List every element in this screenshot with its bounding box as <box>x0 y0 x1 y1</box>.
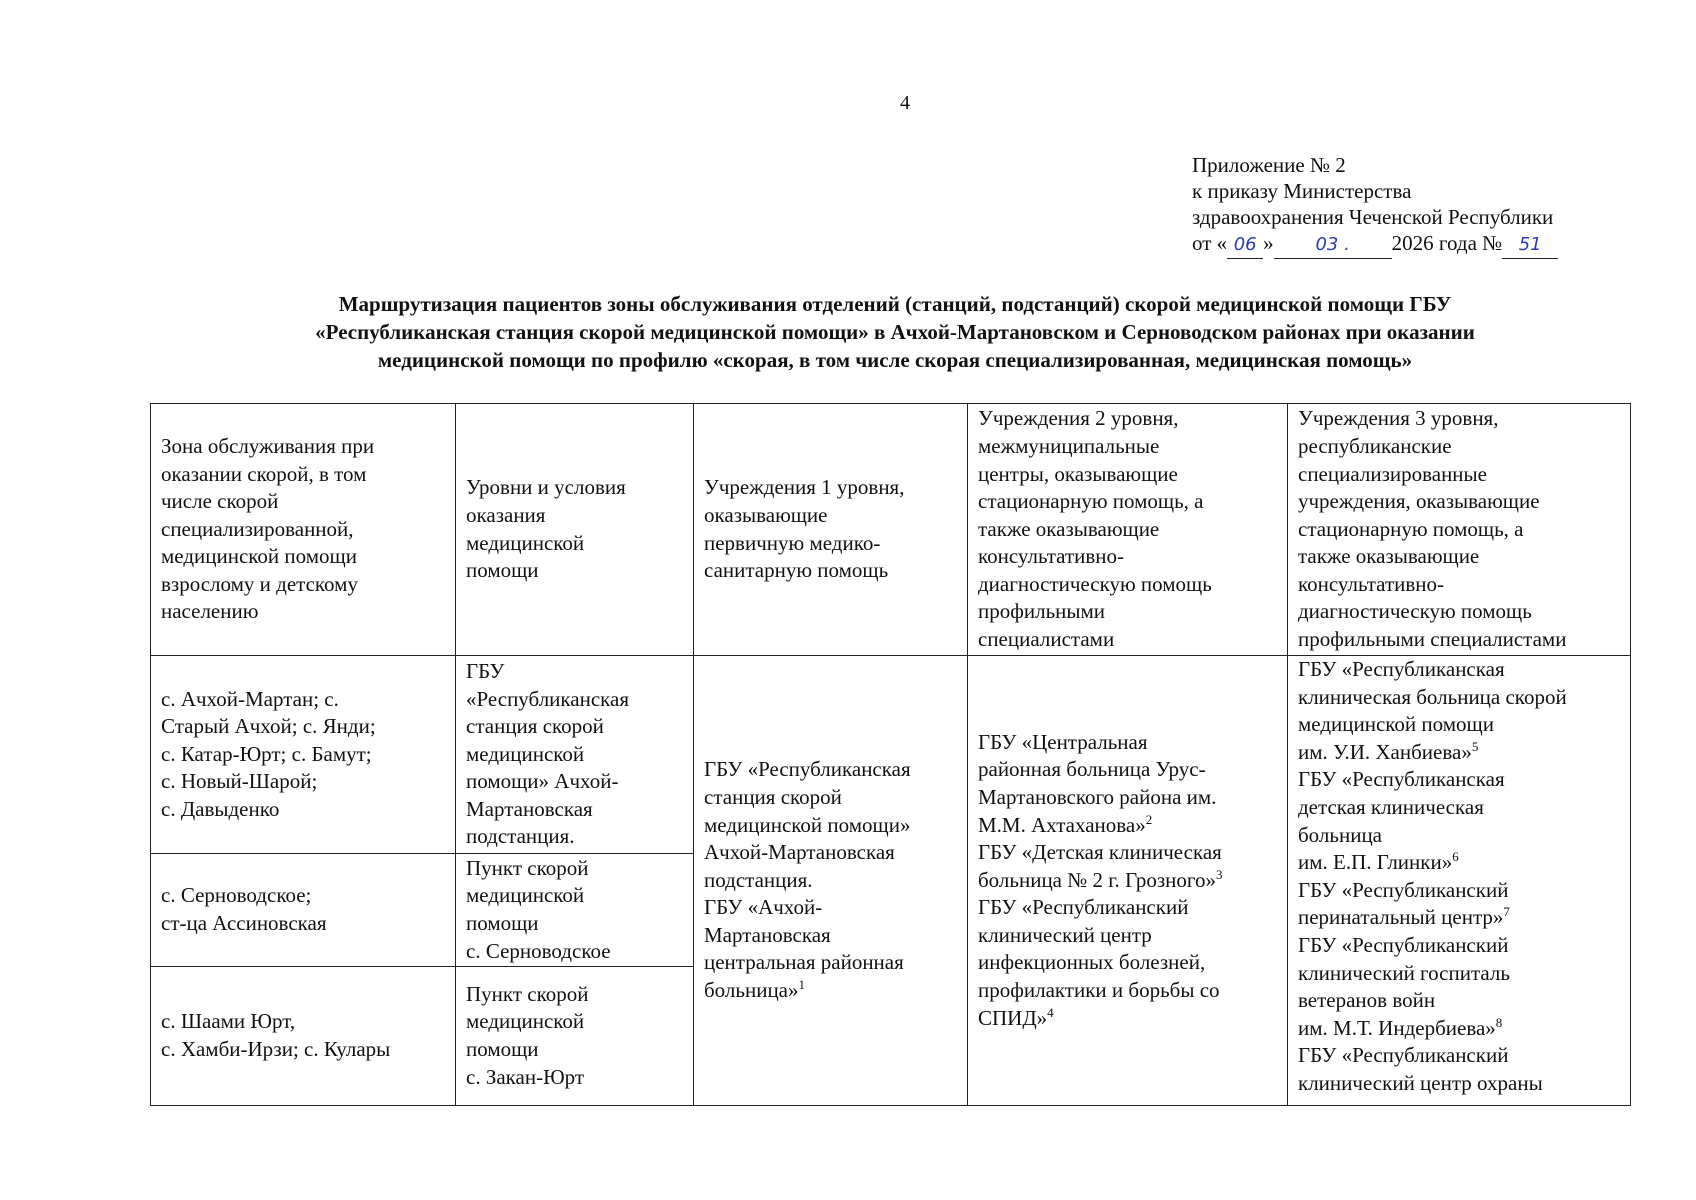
cell-text-line: профильными специалистами <box>1298 627 1567 652</box>
cell-text-line: клинический центр охраны <box>1298 1070 1543 1095</box>
level-cell <box>456 967 694 1106</box>
cell-text-line: медицинской <box>466 530 585 555</box>
cell-text-line: оказывающие <box>704 502 828 527</box>
cell-text-line: с. Закан-Юрт <box>466 1064 585 1089</box>
date-month: 03 . <box>1274 232 1392 259</box>
cell-text-line: центральная районная <box>704 950 904 975</box>
cell-text-line: консультативно- <box>1298 571 1445 596</box>
date-separator: » <box>1263 231 1274 255</box>
cell-text-line: станция скорой <box>466 714 604 739</box>
cell-text-line: медицинской помощи» <box>704 812 911 837</box>
cell-text-line: СПИД»$^4$ <box>978 1004 1054 1030</box>
title-line: медицинской помощи по профилю «скорая, в том числе скорая специализированная, медицинская помощь» <box>377 348 1413 372</box>
cell-text-line: ГБУ «Республиканский <box>978 895 1189 920</box>
cell-text-line: профильными <box>978 599 1106 624</box>
cell-text-line: Пункт скорой <box>466 855 589 880</box>
cell-text-line: населению <box>161 599 259 624</box>
title-line: Маршрутизация пациентов зоны обслуживания отделений (станций, подстанций) скорой медицинской помощи ГБУ <box>338 292 1452 316</box>
cell-text-line: оказании скорой, в том <box>161 461 367 486</box>
cell-text-line: с. Серноводское; <box>161 883 312 908</box>
appendix-date-line <box>1192 230 1558 259</box>
date-day: 06 <box>1227 232 1263 259</box>
cell-text-line: больница <box>1298 822 1382 847</box>
cell-text-line: медицинской <box>466 741 585 766</box>
cell-text-line: межмуниципальные <box>978 433 1160 458</box>
cell-text-line: подстанция. <box>704 867 813 892</box>
cell-text-line: «Республиканская <box>466 686 630 711</box>
cell-text-line: помощи <box>466 1037 539 1061</box>
cell-text-line: стационарную помощь, а <box>978 489 1204 514</box>
cell-text-line: числе скорой <box>161 489 279 514</box>
appendix-block <box>1192 152 1558 259</box>
cell-text-line: им. М.Т. Индербиева»$^8$ <box>1298 1014 1503 1040</box>
cell-text-line: также оказывающие <box>1298 544 1480 569</box>
zone-cell <box>151 967 456 1106</box>
level1-cell <box>694 656 968 1106</box>
cell-text-line: Зона обслуживания при <box>161 433 375 458</box>
footnote-mark: 3 <box>1215 866 1223 882</box>
cell-text-line: клинический центр <box>978 922 1152 947</box>
cell-text-line: Учреждения 3 уровня, <box>1298 406 1499 431</box>
appendix-title: Приложение № 2 <box>1192 153 1346 177</box>
document-title <box>150 290 1640 374</box>
level3-cell <box>1288 656 1631 1106</box>
cell-text-line: Мартановского района им. <box>978 784 1217 809</box>
cell-text-line: ГБУ «Республиканская <box>1298 657 1505 681</box>
level-cell <box>456 854 694 967</box>
cell-text-line: ГБУ «Республиканская <box>704 757 911 782</box>
cell-text-line: детская клиническая <box>1298 794 1484 819</box>
cell-text-line: с. Серноводское <box>466 938 611 963</box>
cell-text-line: с. Ачхой-Мартан; с. <box>161 686 339 711</box>
cell-text-line: ГБУ «Республиканская <box>1298 767 1505 792</box>
level1-last-line: больница»$^1$ <box>704 977 805 1003</box>
cell-text-line: стационарную помощь, а <box>1298 516 1524 541</box>
footnote-mark: 2 <box>1145 811 1153 827</box>
cell-text-line: оказания <box>466 502 546 527</box>
header-levels <box>456 404 694 656</box>
cell-text-line: взрослому и детскому <box>161 571 358 596</box>
cell-text-line: центры, оказывающие <box>978 461 1178 486</box>
table-header-row <box>151 404 1631 656</box>
cell-text-line: Старый Ачхой; с. Янди; <box>161 714 376 739</box>
cell-text-line: также оказывающие <box>978 516 1160 541</box>
cell-text-line: профилактики и борьбы со <box>978 978 1220 1003</box>
order-number: 51 <box>1502 232 1558 259</box>
cell-text-line: специализированной, <box>161 516 354 541</box>
cell-text-line: республиканские <box>1298 433 1452 458</box>
header-level1 <box>694 404 968 656</box>
header-level3 <box>1288 404 1631 656</box>
cell-text-line: помощи <box>466 558 539 583</box>
cell-text-line: ГБУ <box>466 658 505 683</box>
cell-text-line: Учреждения 1 уровня, <box>704 475 905 500</box>
cell-text-line: ГБУ «Центральная <box>978 729 1148 754</box>
table-row <box>151 656 1631 854</box>
cell-text-line: ст-ца Ассиновская <box>161 911 327 935</box>
level2-cell <box>968 656 1288 1106</box>
cell-text-line: Учреждения 2 уровня, <box>978 406 1179 431</box>
cell-text-line: помощи <box>466 911 539 935</box>
cell-text-line: консультативно- <box>978 544 1125 569</box>
cell-text-line: инфекционных болезней, <box>978 950 1206 975</box>
footnote-mark: 5 <box>1471 738 1479 754</box>
cell-text-line: больница № 2 г. Грозного»$^3$ <box>978 866 1223 892</box>
cell-text-line: с. Катар-Юрт; с. Бамут; <box>161 741 372 766</box>
cell-text-line: клиническая больница скорой <box>1298 684 1567 709</box>
footnote-mark: 6 <box>1452 849 1459 865</box>
level-cell <box>456 656 694 854</box>
date-prefix: от « <box>1192 231 1228 255</box>
cell-text-line: диагностическую помощь <box>978 571 1212 596</box>
cell-text-line: Уровни и условия <box>466 475 626 500</box>
cell-text-line: ГБУ «Республиканский <box>1298 1043 1509 1068</box>
cell-text-line: медицинской помощи <box>1298 712 1494 737</box>
cell-text-line: с. Давыденко <box>161 796 280 821</box>
date-year-text: 2026 года № <box>1391 231 1503 255</box>
cell-text-line: с. Хамби-Ирзи; с. Кулары <box>161 1037 391 1061</box>
cell-text-line: санитарную помощь <box>704 558 889 583</box>
footnote-mark: 7 <box>1503 904 1510 920</box>
cell-text-line: специалистами <box>978 627 1115 652</box>
cell-text-line: ветеранов войн <box>1298 988 1436 1013</box>
cell-text-line: им. У.И. Ханбиева»$^5$ <box>1298 738 1479 764</box>
appendix-order-line: к приказу Министерства <box>1192 179 1412 203</box>
cell-text-line: учреждения, оказывающие <box>1298 489 1540 514</box>
cell-text-line: ГБУ «Детская клиническая <box>978 840 1222 865</box>
cell-text-line: медицинской <box>466 883 585 908</box>
cell-text-line: помощи» Ачхой- <box>466 769 619 794</box>
cell-text-line: станция скорой <box>704 784 842 809</box>
routing-table <box>150 403 1631 1106</box>
cell-text-line: специализированные <box>1298 461 1487 486</box>
cell-text-line: ГБУ «Ачхой- <box>704 895 823 920</box>
header-level2 <box>968 404 1288 656</box>
cell-text-line: перинатальный центр»$^7$ <box>1298 904 1510 930</box>
cell-text-line: им. Е.П. Глинки»$^6$ <box>1298 849 1459 875</box>
footnote-mark: 8 <box>1495 1014 1503 1030</box>
cell-text-line: М.М. Ахтаханова»$^2$ <box>978 811 1153 837</box>
cell-text-line: медицинской <box>466 1009 585 1034</box>
cell-text-line: Мартановская <box>466 796 593 821</box>
cell-text-line: Ачхой-Мартановская <box>704 840 895 865</box>
title-line: «Республиканская станция скорой медицинской помощи» в Ачхой-Мартановском и Серноводском районах при оказании <box>315 320 1475 344</box>
cell-text-line: Пункт скорой <box>466 981 589 1006</box>
cell-text-line: подстанция. <box>466 824 575 849</box>
cell-text-line: диагностическую помощь <box>1298 599 1532 624</box>
cell-text-line: медицинской помощи <box>161 544 357 569</box>
appendix-ministry-line: здравоохранения Чеченской Республики <box>1192 205 1554 229</box>
cell-text-line: первичную медико- <box>704 530 881 555</box>
zone-cell <box>151 656 456 854</box>
cell-text-line: ГБУ «Республиканский <box>1298 877 1509 902</box>
cell-text-line: с. Новый-Шарой; <box>161 769 318 794</box>
cell-text-line: районная больница Урус- <box>978 757 1206 782</box>
header-zone <box>151 404 456 656</box>
page-number: 4 <box>900 92 910 114</box>
cell-text-line: ГБУ «Республиканский <box>1298 932 1509 957</box>
footnote-mark: 4 <box>1047 1004 1054 1020</box>
cell-text-line: с. Шаами Юрт, <box>161 1009 296 1034</box>
cell-text-line: Мартановская <box>704 922 831 947</box>
cell-text-line: клинический госпиталь <box>1298 960 1510 985</box>
zone-cell <box>151 854 456 967</box>
